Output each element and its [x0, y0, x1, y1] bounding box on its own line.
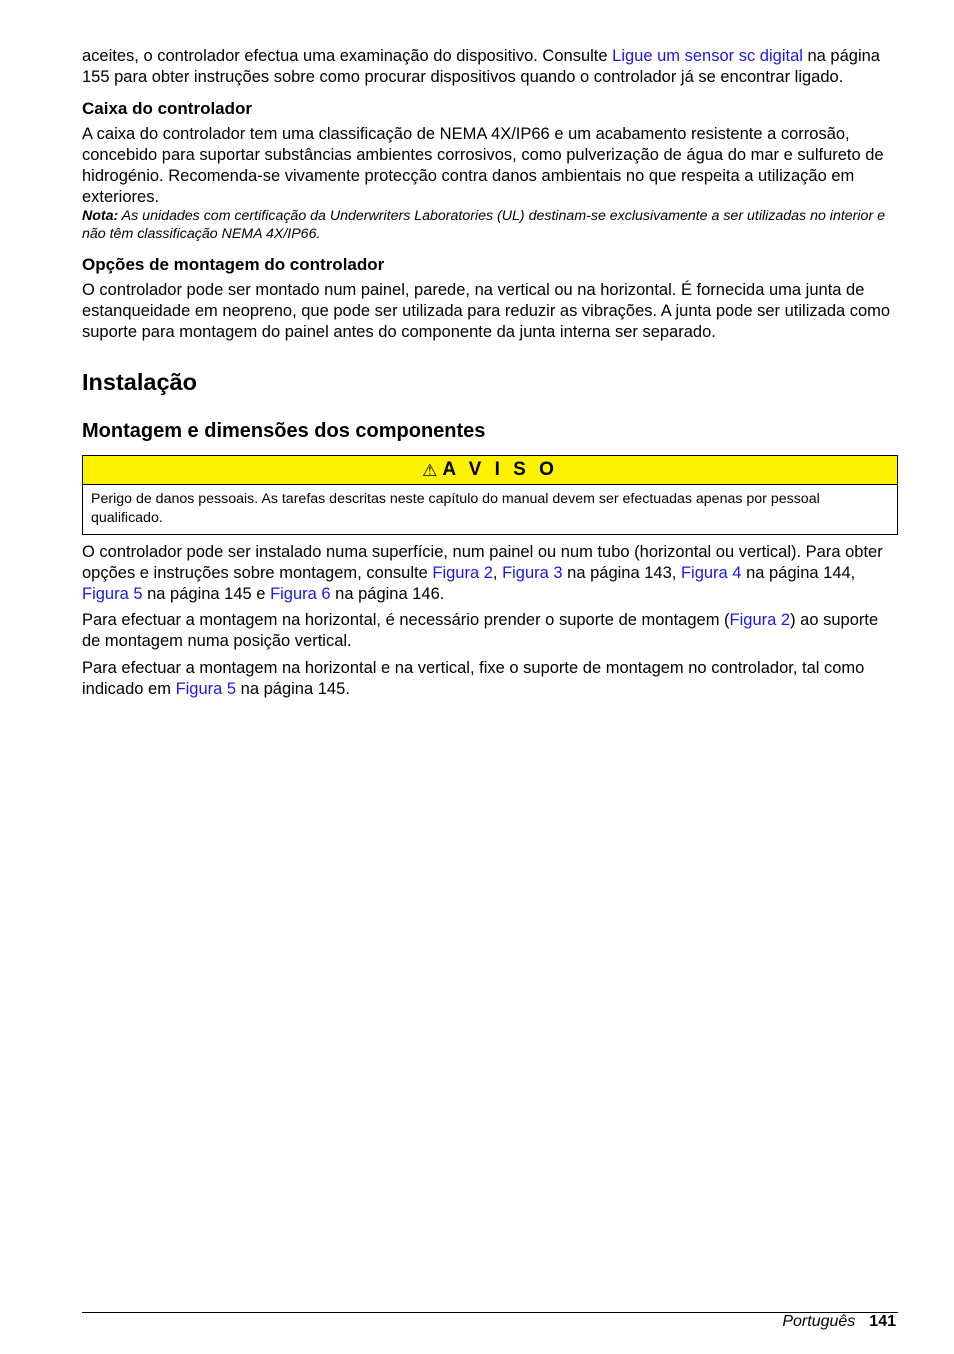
- link-figure-6[interactable]: Figura 6: [270, 584, 331, 603]
- note-label: Nota:: [82, 208, 119, 225]
- link-figure-5[interactable]: Figura 5: [82, 584, 143, 603]
- page-number: 141: [869, 1313, 896, 1330]
- mounting-paragraph-3: Para efectuar a montagem na horizontal e na vertical, fixe o suporte de montagem no controlador, tal como indicado em Figura 5 na página 145.: [82, 658, 865, 698]
- mounting-options-paragraph: O controlador pode ser montado num painel, parede, na vertical ou na horizontal. É fornecida uma junta de estanqueidade em neopreno, que pode ser utilizada para reduzir as vibrações. A junta pode ser utilizada como suporte para montagem do painel antes do componente da junta interna ser separado.: [82, 281, 891, 341]
- link-figure-3[interactable]: Figura 3: [502, 564, 563, 583]
- warning-triangle-icon: ⚠: [422, 460, 438, 480]
- mounting-paragraph-2: Para efectuar a montagem na horizontal, é necessário prender o suporte de montagem (Figura 2) ao suporte de montagem numa posição vertical.: [82, 611, 879, 651]
- enclosure-paragraph: A caixa do controlador tem uma classificação de NEMA 4X/IP66 e um acabamento resistente a corrosão, concebido para suportar substâncias ambientes corrosivos, como pulverização de água do mar e sulfureto de hidrogénio. Recomenda-se vivamente protecção contra danos ambientais no que respeita a utilização em exteriores.: [82, 125, 884, 206]
- mounting-options-heading: Opções de montagem do controlador: [82, 255, 385, 275]
- warning-header: [83, 456, 897, 485]
- warning-box: [82, 455, 898, 535]
- enclosure-heading: Caixa do controlador: [82, 99, 253, 119]
- link-figure-2-b[interactable]: Figura 2: [729, 611, 791, 630]
- installation-subtitle: Montagem e dimensões dos componentes: [82, 420, 486, 443]
- link-figure-5-b[interactable]: Figura 5: [175, 679, 237, 698]
- footer-language: Português: [782, 1313, 856, 1330]
- mounting-paragraph-1: O controlador pode ser instalado numa superfície, num painel ou num tubo (horizontal ou vertical). Para obter opções e instruções sobre montagem, consulte Figura 2, Figura 3 na página 143, Figura 4 na página 144, Figura 5 na página 145 e Figura 6 na página 146.: [82, 543, 883, 603]
- warning-label: A V I S O: [442, 459, 558, 481]
- warning-text: Perigo de danos pessoais. As tarefas descritas neste capítulo do manual devem ser efectuadas apenas por pessoal qualificado.: [91, 491, 820, 526]
- footer-divider: [82, 1312, 898, 1313]
- page-footer: [782, 1312, 896, 1332]
- link-digital-sensor[interactable]: Ligue um sensor sc digital: [612, 47, 803, 65]
- intro-paragraph: aceites, o controlador efectua uma examinação do dispositivo. Consulte Ligue um sensor sc digital na página 155 para obter instruções sobre como procurar dispositivos quando o controlador já se encontrar ligado.: [82, 47, 880, 86]
- enclosure-note: Nota: As unidades com certificação da Underwriters Laboratories (UL) destinam-se exclusivamente a ser utilizadas no interior e não têm classificação NEMA 4X/IP66.: [82, 208, 885, 243]
- page-content: [82, 46, 898, 699]
- link-figure-2[interactable]: Figura 2: [432, 564, 493, 583]
- link-figure-4[interactable]: Figura 4: [680, 564, 742, 583]
- installation-title: Instalação: [82, 369, 197, 396]
